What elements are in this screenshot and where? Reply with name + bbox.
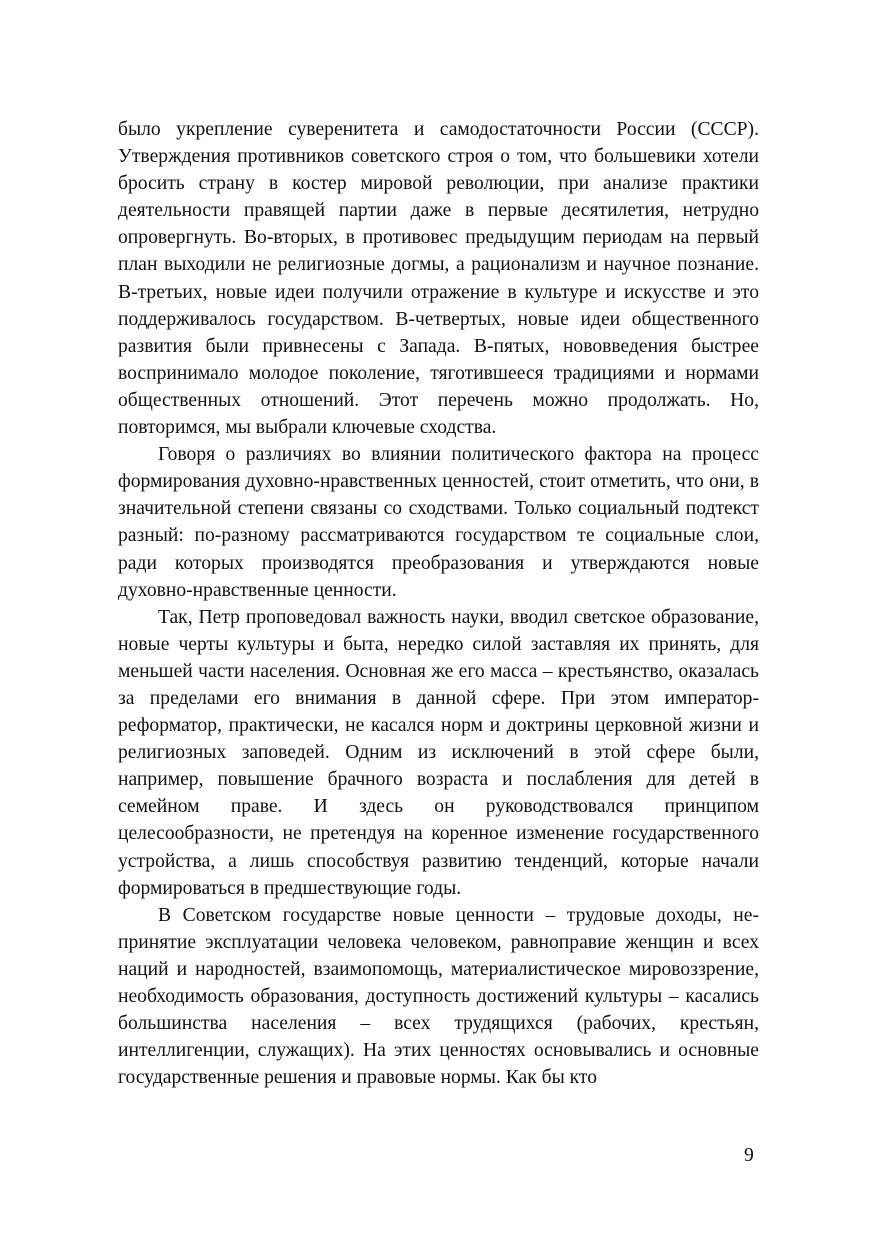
page-number: 9 xyxy=(744,1145,754,1166)
paragraph-soviet-values: В Советском государстве новые ценности – трудовые доходы, непринятие эксплуатации человека человеком, равноправие женщин и всех наций и народностей, взаимопомощь, материалистическое мировоззрение, необходимость образования, доступность достижений культуры – касались большинства населения – всех трудящихся (рабочих, крестьян, интеллигенции, служащих). На этих ценностях основывались и основные государственные решения и правовые нормы. Как бы кто xyxy=(118,904,759,1089)
paragraph-political-differences: Говоря о различиях во влиянии политического фактора на процесс формирования духовно-нравственных ценностей, стоит отметить, что они, в значительной степени связаны со сходствами. Только социальный подтекст разный: по-разному рассматриваются государством те социальные слои, ради которых производятся преобразования и утверждаются новые духовно-нравственные ценности. xyxy=(118,444,759,601)
page-body xyxy=(118,116,759,1091)
paragraph-continuation: было укрепление суверенитета и самодостаточности России (СССР). Утверждения противников советского строя о том, что большевики хотели бросить страну в костер мировой революции, при анализе практики деятельности правящей партии даже в первые десятилетия, нетрудно опровергнуть. Во-вторых, в противовес предыдущим периодам на первый план выходили не религиозные догмы, а рационализм и научное познание. В-третьих, новые идеи получили отражение в культуре и искусстве и это поддерживалось государством. В-четвертых, новые идеи общественного развития были привнесены с Запада. В-пятых, нововведения быстрее воспринимало молодое поколение, тяготившееся традициями и нормами общественных отношений. Этот перечень можно продолжать. Но, повторимся, мы выбрали ключевые сходства. xyxy=(118,119,759,439)
paragraph-peter-reforms: Так, Петр проповедовал важность науки, вводил светское образование, новые черты культуры и быта, нередко силой заставляя их принять, для меньшей части населения. Основная же его масса – крестьянство, оказалась за пределами его внимания в данной сфере. При этом император-реформатор, практически, не касался норм и доктрины церковной жизни и религиозных заповедей. Одним из исключений в этой сфере были, например, повышение брачного возраста и послабления для детей в семейном праве. И здесь он руководствовался принципом целесообразности, не претендуя на коренное изменение государственного устройства, а лишь способствуя развитию тенденций, которые начали формироваться в предшествующие годы. xyxy=(118,606,759,899)
